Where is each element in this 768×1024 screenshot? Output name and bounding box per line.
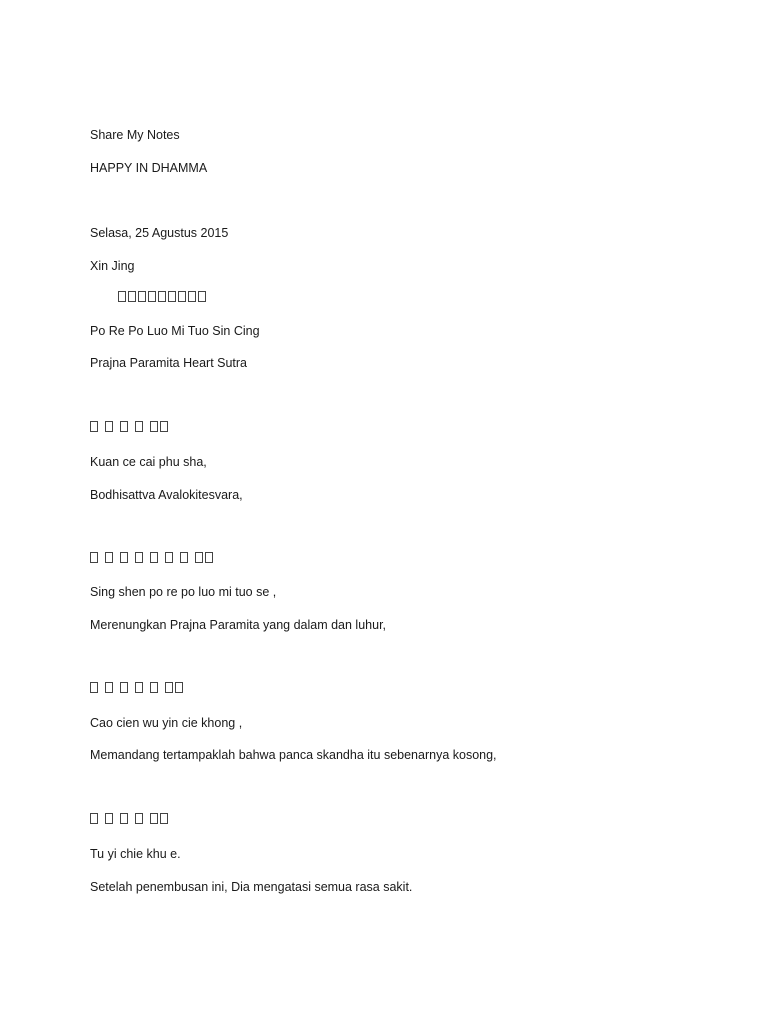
site-name: Share My Notes	[90, 128, 180, 142]
missing-glyph-box	[188, 291, 196, 302]
missing-glyph-box	[138, 291, 146, 302]
missing-glyph-box	[90, 421, 98, 432]
post-subtitle-english: Prajna Paramita Heart Sutra	[90, 356, 248, 370]
missing-glyph-box	[120, 682, 128, 693]
missing-glyph-box	[105, 813, 113, 824]
verse-chinese	[90, 421, 168, 432]
verse-translation: Memandang tertampaklah bahwa panca skandha itu sebenarnya kosong,	[90, 748, 497, 762]
missing-glyph-box	[195, 552, 203, 563]
post-subtitle-pinyin: Po Re Po Luo Mi Tuo Sin Cing	[90, 324, 260, 338]
missing-glyph-box	[150, 813, 158, 824]
missing-glyph-box	[90, 813, 98, 824]
missing-glyph-box	[120, 552, 128, 563]
verse-chinese	[90, 813, 168, 824]
verse-pinyin: Sing shen po re po luo mi tuo se ,	[90, 585, 277, 599]
missing-glyph-box	[105, 682, 113, 693]
missing-glyph-box	[128, 291, 136, 302]
missing-glyph-box	[150, 421, 158, 432]
verse-pinyin: Tu yi chie khu e.	[90, 847, 181, 861]
missing-glyph-box	[160, 813, 168, 824]
missing-glyph-box	[135, 813, 143, 824]
verse-pinyin: Kuan ce cai phu sha,	[90, 455, 207, 469]
verse-chinese	[90, 682, 183, 693]
missing-glyph-box	[135, 682, 143, 693]
blog-title: HAPPY IN DHAMMA	[90, 161, 208, 175]
post-title: Xin Jing	[90, 259, 135, 273]
missing-glyph-box	[150, 682, 158, 693]
missing-glyph-box	[105, 552, 113, 563]
missing-glyph-box	[178, 291, 186, 302]
missing-glyph-box	[120, 421, 128, 432]
missing-glyph-box	[158, 291, 166, 302]
missing-glyph-box	[150, 552, 158, 563]
post-date: Selasa, 25 Agustus 2015	[90, 226, 229, 240]
post-title-chinese	[118, 291, 206, 302]
missing-glyph-box	[135, 552, 143, 563]
missing-glyph-box	[165, 682, 173, 693]
missing-glyph-box	[118, 291, 126, 302]
verse-chinese	[90, 552, 213, 563]
missing-glyph-box	[148, 291, 156, 302]
missing-glyph-box	[168, 291, 176, 302]
missing-glyph-box	[205, 552, 213, 563]
missing-glyph-box	[165, 552, 173, 563]
missing-glyph-box	[160, 421, 168, 432]
missing-glyph-box	[90, 682, 98, 693]
verse-translation: Setelah penembusan ini, Dia mengatasi semua rasa sakit.	[90, 880, 413, 894]
verse-translation: Bodhisattva Avalokitesvara,	[90, 488, 243, 502]
missing-glyph-box	[180, 552, 188, 563]
missing-glyph-box	[198, 291, 206, 302]
missing-glyph-box	[175, 682, 183, 693]
missing-glyph-box	[135, 421, 143, 432]
missing-glyph-box	[90, 552, 98, 563]
missing-glyph-box	[105, 421, 113, 432]
verse-translation: Merenungkan Prajna Paramita yang dalam dan luhur,	[90, 618, 387, 632]
missing-glyph-box	[120, 813, 128, 824]
verse-pinyin: Cao cien wu yin cie khong ,	[90, 716, 243, 730]
